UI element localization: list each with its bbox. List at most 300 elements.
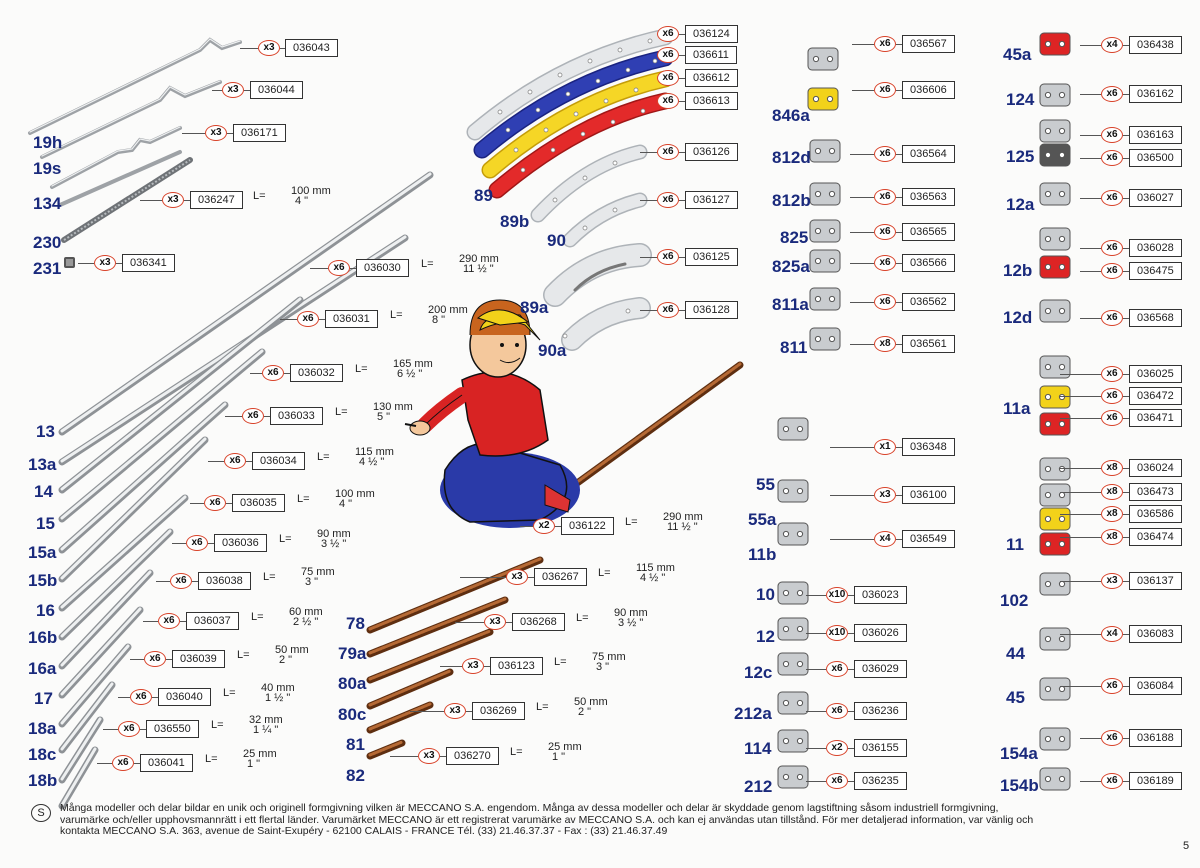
bracket-icon [1040, 144, 1070, 166]
part-number-label: 15a [28, 543, 57, 562]
hole-icon [1059, 581, 1064, 586]
part-number-label: 12c [744, 663, 773, 682]
hole-icon [797, 738, 802, 743]
part-number-label: 89 [474, 186, 493, 205]
crank-rod-icons [30, 40, 240, 205]
leader-line [852, 90, 874, 91]
leader-line [1080, 248, 1101, 249]
hole-icon [797, 488, 802, 493]
hole-icon [1045, 636, 1050, 641]
leader-line [250, 373, 262, 374]
leader-line [1080, 271, 1101, 272]
length-L: L= [554, 656, 567, 668]
leader-line [208, 461, 224, 462]
quantity-badge: x10 [826, 587, 848, 603]
leader-line [1060, 374, 1101, 375]
quantity-badge: x6 [186, 535, 208, 551]
hole-icon [829, 336, 834, 341]
hole-icon [783, 700, 788, 705]
part-number-label: 79a [338, 644, 367, 663]
leader-line [1080, 198, 1101, 199]
rod-highlight [62, 351, 262, 518]
leader-line [1060, 492, 1101, 493]
part-code: 036031 [325, 310, 378, 328]
quantity-badge: x6 [826, 773, 848, 789]
part-code: 036472 [1129, 387, 1182, 405]
hole-icon [815, 228, 820, 233]
quantity-badge: x6 [657, 192, 679, 208]
length-in: 11 ½ " [463, 263, 494, 275]
hole-icon [1045, 41, 1050, 46]
quantity-badge: x6 [1101, 366, 1123, 382]
leader-line [1080, 738, 1101, 739]
leader-line [852, 44, 874, 45]
quantity-badge: x6 [158, 613, 180, 629]
leader-line [78, 263, 94, 264]
hole-icon [1059, 128, 1064, 133]
length-L: L= [279, 533, 292, 545]
part-code: 036128 [685, 301, 738, 319]
hole-icon [1045, 736, 1050, 741]
leader-line [280, 319, 297, 320]
leader-line [806, 633, 826, 634]
part-number-label: 15 [36, 514, 55, 533]
quantity-badge: x2 [533, 518, 555, 534]
bracket-icon [778, 582, 808, 604]
part-code: 036171 [233, 124, 286, 142]
quantity-badge: x6 [1101, 240, 1123, 256]
quantity-badge: x3 [222, 82, 244, 98]
length-mm: 100 mm [291, 185, 331, 197]
hole-icon [783, 426, 788, 431]
quantity-badge: x6 [170, 573, 192, 589]
part-number-label: 11 [1006, 535, 1024, 554]
part-code: 036549 [902, 530, 955, 548]
leader-line [640, 152, 657, 153]
leader-line [172, 543, 186, 544]
part-code: 036034 [252, 452, 305, 470]
hole-icon [1059, 776, 1064, 781]
leader-line [850, 154, 874, 155]
hole-icon [829, 148, 834, 153]
length-in: 1 ½ " [265, 692, 291, 704]
hole-icon [815, 258, 820, 263]
part-number-label: 825 [780, 228, 809, 247]
length-L: L= [421, 258, 434, 270]
part-code: 036032 [290, 364, 343, 382]
length-L: L= [317, 451, 330, 463]
hole-icon [1059, 516, 1064, 521]
hole-icon [1059, 541, 1064, 546]
quantity-badge: x8 [1101, 529, 1123, 545]
quantity-badge: x6 [130, 689, 152, 705]
part-code: 036155 [854, 739, 907, 757]
length-in: 4 " [295, 195, 309, 207]
bracket-icon [1040, 33, 1070, 55]
quantity-badge: x6 [874, 224, 896, 240]
leader-line [225, 416, 242, 417]
leader-line [1080, 158, 1101, 159]
leader-line [390, 756, 418, 757]
part-number-label: 11a [1003, 399, 1031, 418]
part-code: 036270 [446, 747, 499, 765]
length-L: L= [576, 612, 589, 624]
quantity-badge: x6 [657, 302, 679, 318]
bracket-icon [1040, 508, 1070, 530]
bracket-icon [810, 220, 840, 242]
part-code: 036124 [685, 25, 738, 43]
part-number-label: 212 [744, 777, 773, 796]
length-mm: 115 mm [636, 562, 675, 574]
part-code: 036269 [472, 702, 525, 720]
leader-line [640, 200, 657, 201]
quantity-badge: x4 [874, 531, 896, 547]
leader-line [455, 622, 484, 623]
part-number-label: 811a [772, 295, 809, 314]
quantity-badge: x6 [224, 453, 246, 469]
part-number-label: 230 [33, 233, 62, 252]
part-code: 036561 [902, 335, 955, 353]
length-in: 2 " [578, 706, 592, 718]
leader-line [1080, 135, 1101, 136]
bracket-icon [778, 523, 808, 545]
quantity-badge: x6 [874, 146, 896, 162]
quantity-badge: x8 [1101, 484, 1123, 500]
length-L: L= [355, 363, 368, 375]
leader-line [1080, 318, 1101, 319]
hole-icon [783, 626, 788, 631]
part-code: 036550 [146, 720, 199, 738]
part-number-label: 80c [338, 705, 367, 724]
part-code: 036126 [685, 143, 738, 161]
bracket-icon [1040, 678, 1070, 700]
length-L: L= [297, 493, 310, 505]
part-code: 036267 [534, 568, 587, 586]
part-number-label: 825a [772, 257, 810, 276]
part-code: 036123 [490, 657, 543, 675]
leader-line [830, 539, 874, 540]
quantity-badge: x6 [1101, 190, 1123, 206]
length-in: 6 ½ " [397, 368, 423, 380]
part-code: 036189 [1129, 772, 1182, 790]
length-in: 1 " [247, 758, 261, 770]
hole-icon [1045, 492, 1050, 497]
quantity-badge: x6 [1101, 410, 1123, 426]
hole-icon [815, 148, 820, 153]
part-code: 036236 [854, 702, 907, 720]
length-mm: 25 mm [548, 741, 582, 753]
quantity-badge: x2 [826, 740, 848, 756]
hole-icon [1045, 581, 1050, 586]
quantity-badge: x6 [118, 721, 140, 737]
footer-line-3: kontakta MECCANO S.A. 363, avenue de Saint-Exupéry - 62100 CALAIS - FRANCE Tél. (33) 21.46.37.37 - Fax : (33) 21.46.37.49 [60, 825, 668, 837]
part-number-label: 18c [28, 745, 57, 764]
quantity-badge: x3 [94, 255, 116, 271]
part-code: 036606 [902, 81, 955, 99]
part-code: 036033 [270, 407, 323, 425]
hole-icon [797, 774, 802, 779]
hole-icon [813, 56, 818, 61]
length-in: 3 ½ " [321, 538, 347, 550]
leader-line [850, 263, 874, 264]
quantity-badge: x6 [657, 93, 679, 109]
hole-icon [1045, 516, 1050, 521]
part-code: 036122 [561, 517, 614, 535]
length-in: 4 ½ " [640, 572, 666, 584]
length-L: L= [536, 701, 549, 713]
part-code: 036038 [198, 572, 251, 590]
part-code: 036566 [902, 254, 955, 272]
quantity-badge: x10 [826, 625, 848, 641]
bracket-icon [1040, 573, 1070, 595]
leader-line [130, 659, 144, 660]
hole-icon [1045, 236, 1050, 241]
bracket-icon [1040, 413, 1070, 435]
length-in: 1 ¼ " [253, 724, 279, 736]
length-mm: 130 mm [373, 401, 413, 413]
part-number-label: 14 [34, 482, 53, 501]
quantity-badge: x6 [1101, 263, 1123, 279]
length-mm: 50 mm [574, 696, 608, 708]
bracket-icon [810, 183, 840, 205]
hole-icon [1059, 92, 1064, 97]
leader-line [1060, 418, 1101, 419]
quantity-badge: x3 [484, 614, 506, 630]
leader-line [156, 581, 170, 582]
leader-line [830, 495, 874, 496]
length-L: L= [223, 687, 236, 699]
part-code: 036037 [186, 612, 239, 630]
quantity-badge: x6 [242, 408, 264, 424]
bracket-icon [1040, 484, 1070, 506]
part-number-label: 18a [28, 719, 57, 738]
bracket-icon [1040, 300, 1070, 322]
part-code: 036568 [1129, 309, 1182, 327]
leader-line [850, 344, 874, 345]
quantity-badge: x4 [1101, 37, 1123, 53]
part-number-label: 16 [36, 601, 55, 620]
part-code: 036474 [1129, 528, 1182, 546]
part-code: 036162 [1129, 85, 1182, 103]
bracket-icon [808, 88, 838, 110]
part-number-label: 13 [36, 422, 55, 441]
hole-icon [1045, 191, 1050, 196]
quantity-badge: x8 [874, 336, 896, 352]
quantity-badge: x6 [874, 255, 896, 271]
hole-icon [1059, 736, 1064, 741]
part-number-label: 80a [338, 674, 367, 693]
quantity-badge: x6 [874, 82, 896, 98]
quantity-badge: x3 [418, 748, 440, 764]
bracket-icon [808, 48, 838, 70]
part-number-label: 12d [1003, 308, 1033, 327]
mascot-boy-illustration [405, 300, 580, 528]
part-code: 036083 [1129, 625, 1182, 643]
hole-icon [1059, 364, 1064, 369]
quantity-badge: x6 [144, 651, 166, 667]
quantity-badge: x3 [205, 125, 227, 141]
part-number-label: 89b [500, 212, 530, 231]
part-number-label: 45 [1006, 688, 1025, 707]
part-code: 036024 [1129, 459, 1182, 477]
part-code: 036188 [1129, 729, 1182, 747]
length-in: 3 " [305, 576, 319, 588]
part-code: 036268 [512, 613, 565, 631]
length-L: L= [211, 719, 224, 731]
part-number-label: 17 [34, 689, 53, 708]
part-code: 036563 [902, 188, 955, 206]
hole-icon [815, 336, 820, 341]
length-L: L= [263, 571, 276, 583]
footer-line-2: varumärke och/eller upphovsmannrätt i ett flertal länder. Varumärket MECCANO är ett registrerat varumärke av MECCANO S.A. och kan ej användas utan tillstånd. För mer detaljerad information, var vänlig och [60, 813, 1034, 826]
part-number-label: 16b [28, 628, 58, 647]
part-code: 036564 [902, 145, 955, 163]
part-number-label: 16a [28, 659, 57, 678]
bracket-icon [1040, 256, 1070, 278]
hole-icon [815, 191, 820, 196]
quantity-badge: x8 [1101, 506, 1123, 522]
hole-icon [1059, 492, 1064, 497]
bracket-icon [1040, 728, 1070, 750]
quantity-badge: x6 [657, 249, 679, 265]
quantity-badge: x6 [204, 495, 226, 511]
hole-icon [827, 96, 832, 101]
part-number-label: 78 [346, 614, 365, 633]
leader-line [806, 669, 826, 670]
leader-line [190, 503, 204, 504]
part-code: 036163 [1129, 126, 1182, 144]
part-code: 036137 [1129, 572, 1182, 590]
leader-line [1060, 468, 1101, 469]
part-code: 036084 [1129, 677, 1182, 695]
length-mm: 75 mm [592, 651, 626, 663]
part-code: 036586 [1129, 505, 1182, 523]
leader-line [310, 268, 328, 269]
hole-icon [813, 96, 818, 101]
part-code: 036475 [1129, 262, 1182, 280]
leader-line [103, 729, 118, 730]
quantity-badge: x6 [657, 47, 679, 63]
hole-icon [1045, 92, 1050, 97]
part-number-label: 134 [33, 194, 62, 213]
length-L: L= [253, 190, 266, 202]
part-number-label: 12a [1006, 195, 1035, 214]
leader-line [1080, 781, 1101, 782]
part-code: 036613 [685, 92, 738, 110]
length-mm: 75 mm [301, 566, 335, 578]
length-mm: 100 mm [335, 488, 375, 500]
part-number-label: 11b [748, 545, 777, 564]
hole-icon [1045, 264, 1050, 269]
length-mm: 115 mm [355, 446, 394, 458]
part-code: 036125 [685, 248, 738, 266]
part-code: 036565 [902, 223, 955, 241]
hole-icon [783, 531, 788, 536]
bracket-icon [810, 250, 840, 272]
quantity-badge: x6 [1101, 730, 1123, 746]
quantity-badge: x3 [444, 703, 466, 719]
part-code: 036039 [172, 650, 225, 668]
leader-line [1060, 634, 1101, 635]
leader-line [640, 310, 657, 311]
leader-line [1080, 45, 1101, 46]
part-number-label: 154b [1000, 776, 1039, 795]
length-L: L= [335, 406, 348, 418]
part-code: 036562 [902, 293, 955, 311]
hole-icon [1059, 636, 1064, 641]
part-number-label: 81 [346, 735, 365, 754]
leader-line [806, 748, 826, 749]
part-code: 036473 [1129, 483, 1182, 501]
part-number-label: 13a [28, 455, 57, 474]
hole-icon [1045, 541, 1050, 546]
hole-icon [1059, 421, 1064, 426]
length-mm: 90 mm [317, 528, 351, 540]
part-number-label: 44 [1006, 644, 1025, 663]
length-L: L= [251, 611, 264, 623]
part-code: 036100 [902, 486, 955, 504]
leader-line [143, 621, 158, 622]
leader-line [440, 666, 462, 667]
leader-line [1060, 686, 1101, 687]
leader-line [1060, 581, 1101, 582]
leader-line [240, 48, 258, 49]
leader-line [830, 447, 874, 448]
length-mm: 290 mm [663, 511, 703, 523]
part-code: 036611 [685, 46, 737, 64]
part-code: 036040 [158, 688, 211, 706]
part-code: 036471 [1129, 409, 1182, 427]
quantity-badge: x6 [1101, 150, 1123, 166]
hole-icon [1059, 686, 1064, 691]
hole-icon [797, 426, 802, 431]
hole-icon [829, 228, 834, 233]
quantity-badge: x3 [162, 192, 184, 208]
part-code: 036025 [1129, 365, 1182, 383]
part-number-label: 89a [520, 298, 549, 317]
length-in: 1 " [552, 751, 566, 763]
hole-icon [783, 774, 788, 779]
quantity-badge: x6 [1101, 127, 1123, 143]
hole-icon [1045, 152, 1050, 157]
part-number-label: 12b [1003, 261, 1033, 280]
bracket-icon [778, 418, 808, 440]
quantity-badge: x6 [874, 36, 896, 52]
leader-line [1060, 396, 1101, 397]
part-code: 036035 [232, 494, 285, 512]
quantity-badge: x6 [657, 70, 679, 86]
part-number-label: 19s [33, 159, 62, 178]
legal-footer [60, 803, 1185, 838]
part-number-label: 55a [748, 510, 777, 529]
hole-icon [797, 531, 802, 536]
hole-icon [783, 488, 788, 493]
part-code: 036028 [1129, 239, 1182, 257]
hole-icon [797, 590, 802, 595]
bracket-icon [778, 618, 808, 640]
leader-line [520, 526, 533, 527]
leader-line [850, 232, 874, 233]
length-mm: 60 mm [289, 606, 323, 618]
hole-icon [783, 661, 788, 666]
part-number-label: 231 [33, 259, 62, 278]
hole-icon [829, 258, 834, 263]
part-code: 036235 [854, 772, 907, 790]
quantity-badge: x6 [874, 294, 896, 310]
bracket-icon [778, 692, 808, 714]
leader-line [1060, 537, 1101, 538]
part-code: 036612 [685, 69, 738, 87]
